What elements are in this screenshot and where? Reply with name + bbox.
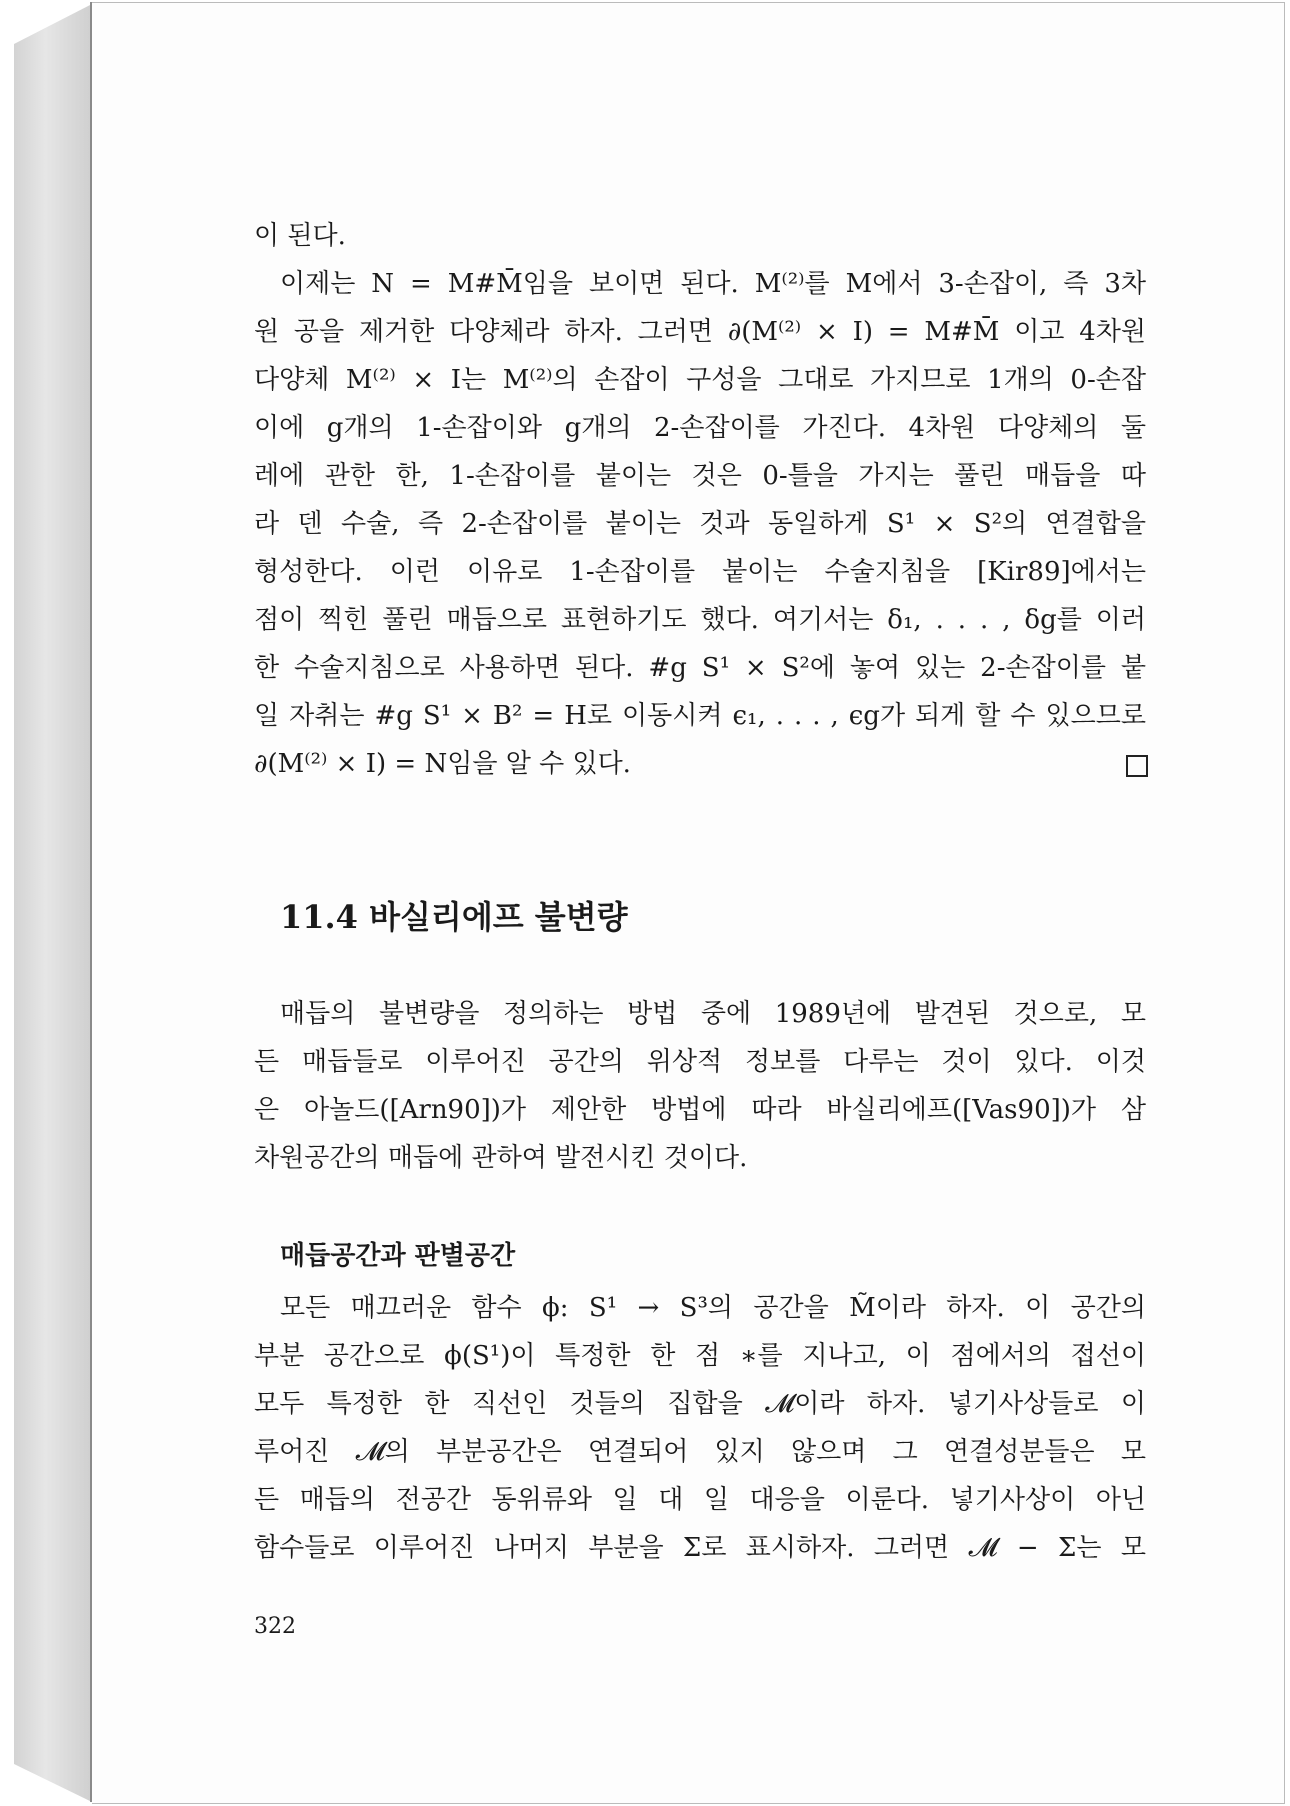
text-line: 형성한다. 이런 이유로 1-손잡이를 붙이는 수술지침을 [Kir89]에서는 bbox=[254, 557, 1146, 587]
text-line: 일 자취는 #g S¹ × B² = H로 이동시켜 ϵ₁, . . . , ϵg가 되게 할 수 있으므로 bbox=[254, 701, 1146, 731]
text-line: 든 매듭의 전공간 동위류와 일 대 일 대응을 이룬다. 넣기사상이 아닌 bbox=[254, 1485, 1146, 1515]
text-line: 원 공을 제거한 다양체라 하자. 그러면 ∂(M⁽²⁾ × I) = M#M̄ 이고 4차원 bbox=[254, 317, 1146, 347]
text-line: 부분 공간으로 ϕ(S¹)이 특정한 한 점 ∗를 지나고, 이 점에서의 접선이 bbox=[254, 1341, 1146, 1371]
subsection-heading: 매듭공간과 판별공간 bbox=[280, 1241, 516, 1271]
text-line: 차원공간의 매듭에 관하여 발전시킨 것이다. bbox=[254, 1143, 748, 1173]
text-line: 레에 관한 한, 1-손잡이를 붙이는 것은 0-틀을 가지는 풀린 매듭을 따 bbox=[254, 461, 1146, 491]
text-line: 이 된다. bbox=[254, 221, 346, 251]
text-line: 이제는 N = M#M̄임을 보이면 된다. M⁽²⁾를 M에서 3-손잡이, 즉 3차 bbox=[280, 269, 1146, 299]
text-line: 은 아놀드([Arn90])가 제안한 방법에 따라 바실리에프([Vas90])가 삼 bbox=[254, 1095, 1146, 1125]
text-line: ∂(M⁽²⁾ × I) = N임을 알 수 있다. bbox=[254, 749, 631, 779]
qed-square-icon bbox=[1126, 755, 1148, 777]
text-line: 함수들로 이루어진 나머지 부분을 Σ로 표시하자. 그러면 𝓜 − Σ는 모 bbox=[254, 1533, 1146, 1563]
page-number: 322 bbox=[254, 1614, 296, 1639]
text-line: 한 수술지침으로 사용하면 된다. #g S¹ × S²에 놓여 있는 2-손잡이를 붙 bbox=[254, 653, 1146, 683]
text-line: 든 매듭들로 이루어진 공간의 위상적 정보를 다루는 것이 있다. 이것 bbox=[254, 1047, 1146, 1077]
text-line: 라 덴 수술, 즉 2-손잡이를 붙이는 것과 동일하게 S¹ × S²의 연결합을 bbox=[254, 509, 1146, 539]
text-line: 매듭의 불변량을 정의하는 방법 중에 1989년에 발견된 것으로, 모 bbox=[280, 999, 1146, 1029]
text-line: 모든 매끄러운 함수 ϕ: S¹ → S³의 공간을 M̃이라 하자. 이 공간의 bbox=[280, 1293, 1146, 1323]
text-line: 점이 찍힌 풀린 매듭으로 표현하기도 했다. 여기서는 δ₁, . . . , δg를 이러 bbox=[254, 605, 1146, 635]
book-side-edge bbox=[14, 4, 92, 1802]
text-line: 다양체 M⁽²⁾ × I는 M⁽²⁾의 손잡이 구성을 그대로 가지므로 1개의 0-손잡 bbox=[254, 365, 1146, 395]
text-line: 루어진 𝓜의 부분공간은 연결되어 있지 않으며 그 연결성분들은 모 bbox=[254, 1437, 1146, 1467]
text-line: 모두 특정한 한 직선인 것들의 집합을 𝓜이라 하자. 넣기사상들로 이 bbox=[254, 1389, 1146, 1419]
book-page bbox=[92, 2, 1285, 1804]
text-line: 이에 g개의 1-손잡이와 g개의 2-손잡이를 가진다. 4차원 다양체의 둘 bbox=[254, 413, 1146, 443]
section-heading: 11.4 바실리에프 불변량 bbox=[280, 898, 628, 936]
